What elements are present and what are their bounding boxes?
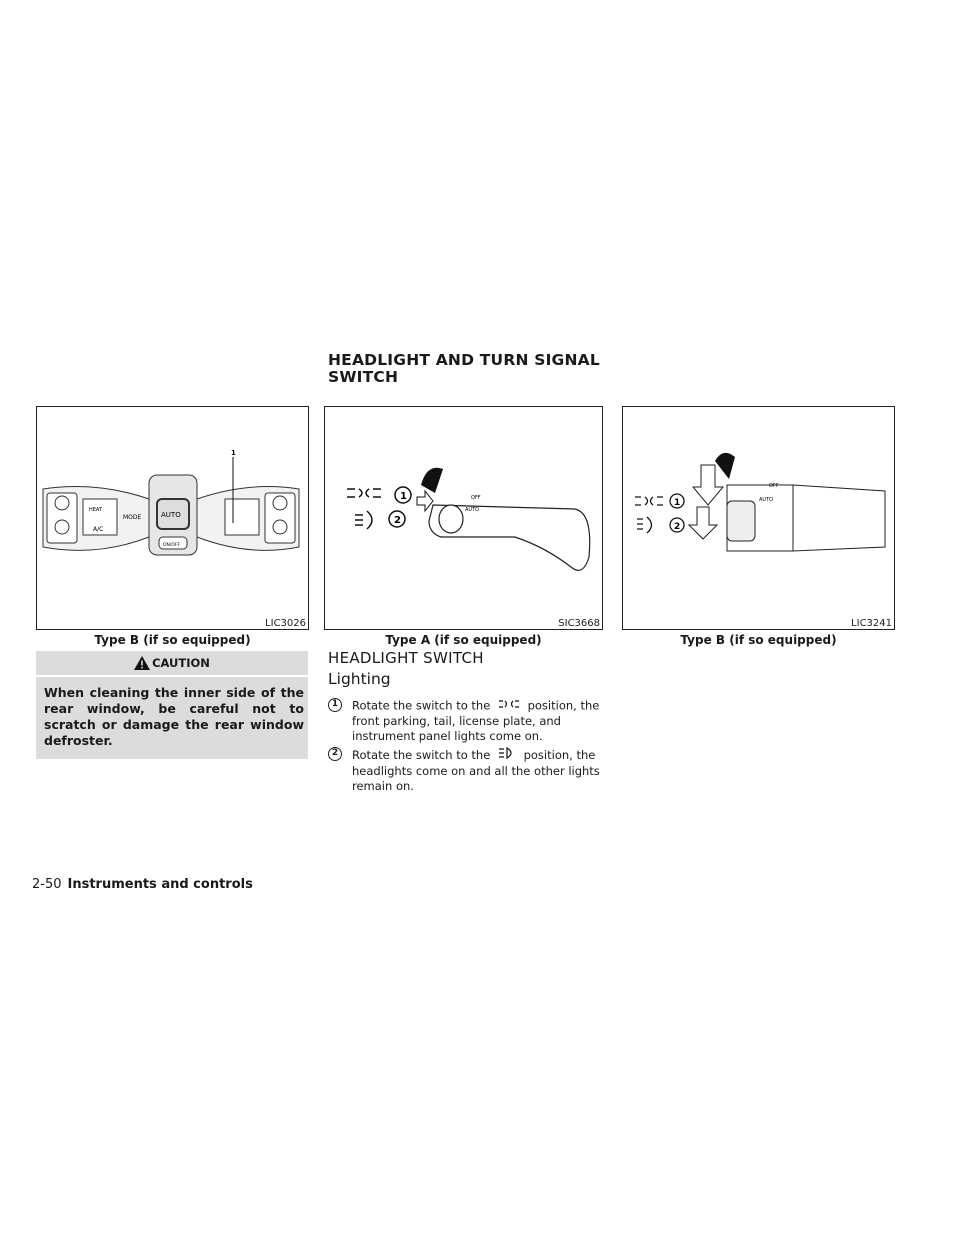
- heat-label: HEAT: [89, 507, 103, 513]
- lighting-heading: Lighting: [328, 670, 391, 688]
- off-label: OFF: [769, 483, 779, 489]
- step-1-marker: 1: [674, 498, 681, 508]
- figure-caption: Type B (if so equipped): [94, 633, 251, 647]
- auto-label: AUTO: [161, 511, 181, 519]
- warning-icon: [134, 656, 150, 670]
- mode-label: MODE: [123, 514, 142, 521]
- callout-1: 1: [231, 449, 236, 457]
- figure-stalk-type-b: [622, 406, 895, 630]
- figure-code: SIC3668: [558, 618, 600, 629]
- step-2-marker: 2: [394, 515, 401, 526]
- caution-heading: CAUTION: [152, 656, 210, 670]
- page-footer: [32, 877, 253, 892]
- page-number: 2-50: [32, 877, 62, 892]
- caution-box: [36, 651, 308, 759]
- chapter-title: Instruments and controls: [67, 877, 253, 892]
- section-title: HEADLIGHT AND TURN SIGNAL SWITCH: [328, 351, 600, 386]
- step-text-before: Rotate the switch to the: [352, 698, 491, 713]
- step-text-before: Rotate the switch to the: [352, 747, 491, 762]
- figure-code: LIC3026: [265, 618, 306, 629]
- onoff-label: ON/OFF: [163, 543, 181, 548]
- parking-lights-icon: [498, 698, 520, 714]
- step-1: [328, 698, 606, 745]
- step-text-after: position, the front parking, tail, license plate, and instrument panel lights come on.: [352, 698, 600, 744]
- headlight-switch-heading: HEADLIGHT SWITCH: [328, 649, 484, 667]
- caution-text: When cleaning the inner side of the rear window, be careful not to scratch or damage the rear window defroster.: [44, 685, 304, 748]
- ac-label: A/C: [93, 526, 104, 533]
- headlight-icon: [498, 747, 516, 764]
- type-a-stalk-illustration: [325, 407, 602, 629]
- step-number: 1: [328, 698, 342, 712]
- auto-label: AUTO: [465, 507, 480, 513]
- auto-label: AUTO: [759, 497, 774, 503]
- off-label: OFF: [471, 495, 481, 501]
- climate-panel-illustration: [37, 407, 308, 629]
- type-b-stalk-illustration: [623, 407, 894, 629]
- step-1-marker: 1: [400, 491, 407, 502]
- step-text-after: position, the headlights come on and all the other lights remain on.: [352, 747, 600, 793]
- caution-header: [36, 651, 308, 677]
- figure-code: LIC3241: [851, 618, 892, 629]
- figure-climate-panel: [36, 406, 309, 630]
- figure-caption: Type A (if so equipped): [385, 633, 542, 647]
- figure-caption: Type B (if so equipped): [680, 633, 837, 647]
- step-2-marker: 2: [674, 522, 681, 532]
- step-number: 2: [328, 747, 342, 761]
- figure-stalk-type-a: [324, 406, 603, 630]
- step-2: [328, 747, 606, 795]
